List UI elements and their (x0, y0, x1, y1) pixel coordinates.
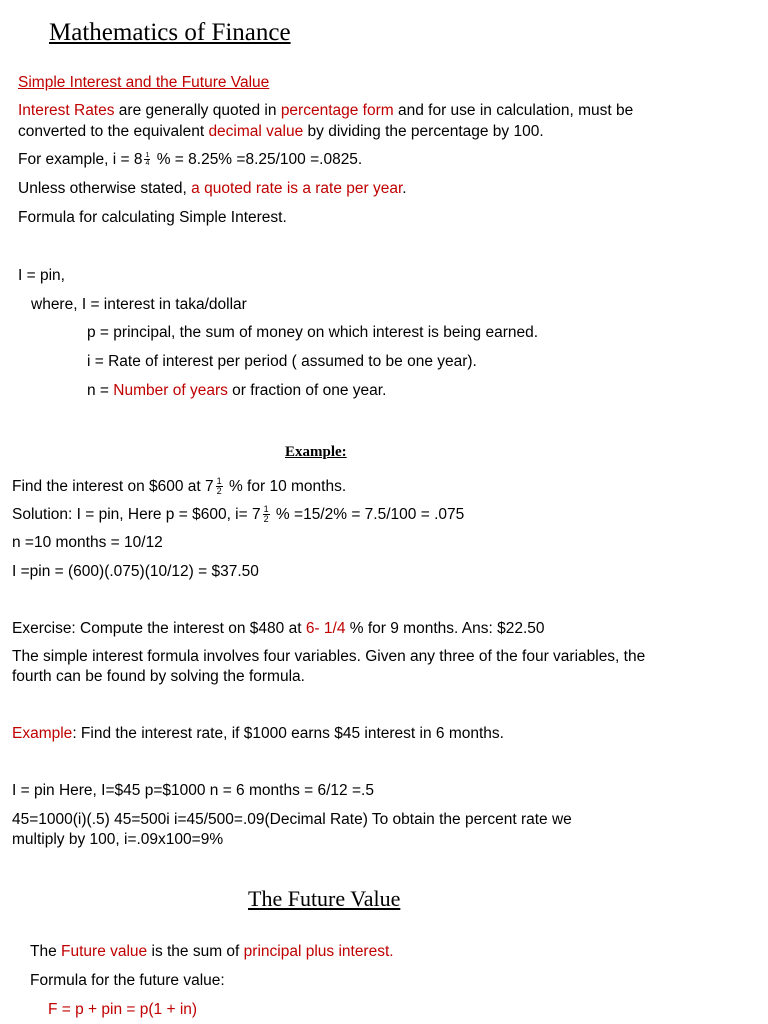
exercise-line (12, 619, 545, 639)
example-n-months: n =10 months = 10/12 (12, 534, 163, 551)
term-principal-plus-interest: principal plus interest. (243, 943, 394, 960)
page-title: Mathematics of Finance (49, 19, 291, 46)
term-number-of-years: Number of years (113, 382, 228, 399)
fraction-one-quarter (144, 152, 150, 167)
fraction-denominator: 4 (145, 160, 150, 168)
text: % = 8.25% =8.25/100 =.0825. (152, 151, 363, 168)
text: For example, i = 8 (18, 151, 143, 168)
formula-intro: Formula for calculating Simple Interest. (18, 209, 287, 226)
text: . (402, 180, 407, 197)
fraction-denominator: 2 (216, 486, 222, 497)
text: % =15/2% = 7.5/100 = .075 (271, 506, 465, 523)
fraction-numerator: 1 (145, 152, 150, 160)
text: The (30, 943, 62, 960)
term-rate-per-year: a quoted rate is a rate per year (191, 180, 403, 197)
term-decimal-value: decimal value (208, 123, 304, 140)
text: is the sum of (147, 943, 244, 960)
term-example: Example (12, 725, 73, 742)
four-variables-line1: The simple interest formula involves four variables. Given any three of the four variables, the (12, 648, 646, 665)
term-exercise-rate: 6- 1/4 (305, 620, 346, 637)
fraction-numerator: 1 (216, 476, 222, 487)
future-value-formula-intro: Formula for the future value: (30, 972, 225, 989)
text: % for 9 months. Ans: $22.50 (345, 620, 545, 637)
example-calculation: I =pin = (600)(.075)(10/12) = $37.50 (12, 563, 259, 580)
text: Find the interest on $600 at 7 (12, 478, 214, 495)
fraction-one-half (216, 477, 223, 496)
example2-question (12, 724, 504, 744)
definition-interest: where, I = interest in taka/dollar (31, 296, 247, 313)
term-future-value: Future value (61, 943, 148, 960)
term-percentage-form: percentage form (280, 102, 394, 119)
text: and for use in calculation, must be (393, 102, 634, 119)
text: Solution: I = pin, Here p = $600, i= 7 (12, 506, 261, 523)
paragraph-interest-rates-line2 (18, 122, 544, 142)
paragraph-interest-rates-line1 (18, 101, 633, 121)
term-interest-rates: Interest Rates (18, 102, 115, 119)
example2-calc-line2: multiply by 100, i=.09x100=9% (12, 831, 224, 848)
fraction-one-half (263, 505, 270, 524)
text: converted to the equivalent (18, 123, 209, 140)
unless-stated-line (18, 179, 407, 199)
example2-calc-line1: 45=1000(i)(.5) 45=500i i=45/500=.09(Decimal Rate) To obtain the percent rate we (12, 811, 572, 828)
text: by dividing the percentage by 100. (303, 123, 544, 140)
text: or fraction of one year. (227, 382, 387, 399)
fraction-denominator: 2 (263, 514, 269, 525)
section-heading-simple-interest: Simple Interest and the Future Value (18, 74, 270, 91)
text: are generally quoted in (114, 102, 281, 119)
text: : Find the interest rate, if $1000 earns $45 interest in 6 months. (72, 725, 504, 742)
definition-principal: p = principal, the sum of money on which interest is being earned. (87, 324, 539, 341)
fraction-numerator: 1 (263, 504, 269, 515)
definition-years (87, 381, 386, 401)
text: n = (87, 382, 114, 399)
future-value-heading: The Future Value (248, 886, 401, 911)
formula-simple-interest: I = pin, (18, 267, 65, 284)
example-question (12, 477, 346, 497)
text: % for 10 months. (224, 478, 347, 495)
example2-pin-line: I = pin Here, I=$45 p=$1000 n = 6 months = 6/12 =.5 (12, 782, 374, 799)
four-variables-line2: fourth can be found by solving the formula. (12, 668, 305, 685)
future-value-definition (30, 942, 394, 962)
future-value-formula: F = p + pin = p(1 + in) (48, 1001, 198, 1018)
text: Exercise: Compute the interest on $480 at (12, 620, 306, 637)
definition-rate: i = Rate of interest per period ( assumed to be one year). (87, 353, 477, 370)
example-conversion-line (18, 150, 362, 170)
text: Unless otherwise stated, (18, 180, 192, 197)
example-heading: Example: (285, 444, 347, 460)
example-solution (12, 505, 464, 525)
